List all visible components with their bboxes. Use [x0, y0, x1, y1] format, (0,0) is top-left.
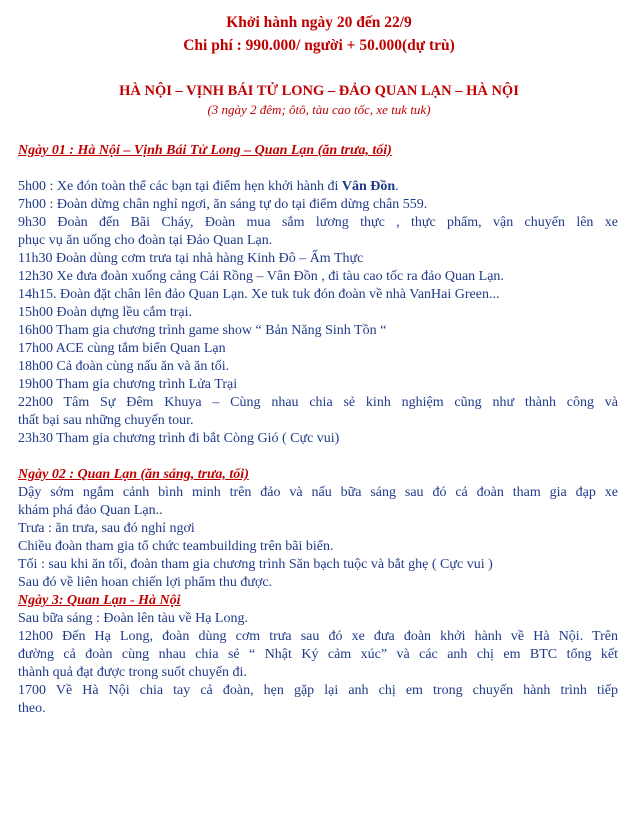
- day1-line: [18, 178, 399, 196]
- day3-line: Sau bữa sáng : Đoàn lên tàu về Hạ Long.: [18, 611, 248, 626]
- day3-title: Ngày 3: Quan Lạn - Hà Nội: [18, 593, 181, 608]
- route-title: HÀ NỘI – VỊNH BÁI TỬ LONG – ĐẢO QUAN LẠN – HÀ NỘI: [119, 83, 519, 99]
- day1-line-end: .: [395, 179, 399, 194]
- day1-line: 18h00 Cả đoàn cùng nấu ăn và ăn tối.: [18, 359, 230, 374]
- day2-line: Tối : sau khi ăn tối, đoàn tham gia chương trình Săn bạch tuộc và bắt ghẹ ( Cực vui ): [18, 557, 493, 572]
- day1-line: 12h30 Xe đưa đoàn xuống cảng Cái Rồng – Vân Đồn , đi tàu cao tốc ra đảo Quan Lạn.: [18, 269, 504, 284]
- day1-line-text: 5h00 : Xe đón toàn thể các bạn tại điểm hẹn khởi hành đi: [18, 179, 342, 194]
- day1-line: 19h00 Tham gia chương trình Lửa Trại: [18, 377, 238, 392]
- day2-line: Trưa : ăn trưa, sau đó nghỉ ngơi: [18, 521, 195, 536]
- day3-line: 1700 Về Hà Nội chia tay cả đoàn, hẹn gặp lại anh chị em trong chuyến hành trình tiếp: [18, 683, 618, 698]
- day1-line: 15h00 Đoàn dựng lều cắm trại.: [18, 305, 192, 320]
- day3-line: đường cả đoàn cùng nhau chia sẻ “ Nhật Ký cảm xúc” và các anh chị em BTC tổng kết: [18, 647, 618, 662]
- day2-title: Ngày 02 : Quan Lạn (ăn sáng, trưa, tối): [18, 467, 249, 482]
- day3-line: 12h00 Đến Hạ Long, đoàn dùng cơm trưa sau đó xe đưa đoàn khởi hành về Hà Nội. Trên: [18, 629, 618, 644]
- day2-line: Chiều đoàn tham gia tổ chức teambuilding trên bãi biển.: [18, 539, 334, 554]
- day1-line: 11h30 Đoàn dùng cơm trưa tại nhà hàng Kinh Đô – Ẩm Thực: [18, 251, 364, 266]
- day2-line: khám phá đảo Quan Lạn..: [18, 503, 163, 518]
- day1-line: phục vụ ăn uống cho đoàn tại Đảo Quan Lạn.: [18, 233, 273, 248]
- route-note: (3 ngày 2 đêm; ôtô, tàu cao tốc, xe tuk tuk): [207, 102, 431, 117]
- day1-line: 9h30 Đoàn đến Bãi Cháy, Đoàn mua sắm lương thực , thực phẩm, vận chuyển lên xe: [18, 215, 618, 230]
- day1-line: thất bại sau những chuyến tour.: [18, 413, 194, 428]
- tour-price: Chi phí : 990.000/ người + 50.000(dự trù): [183, 37, 455, 54]
- day1-line: 7h00 : Đoàn dừng chân nghỉ ngơi, ăn sáng tự do tại điểm dừng chân 559.: [18, 197, 428, 212]
- departure-dates: Khởi hành ngày 20 đến 22/9: [226, 14, 412, 31]
- day1-line: 14h15. Đoàn đặt chân lên đảo Quan Lạn. Xe tuk tuk đón đoàn về nhà VanHai Green...: [18, 287, 500, 302]
- day1-title: Ngày 01 : Hà Nội – Vịnh Bái Tử Long – Quan Lạn (ăn trưa, tối): [18, 143, 392, 158]
- day2-line: Dậy sớm ngắm cảnh bình minh trên đảo và nấu bữa sáng sau đó cả đoàn tham gia đạp xe: [18, 485, 618, 500]
- day1-line: 22h00 Tâm Sự Đêm Khuya – Cùng nhau chia sẻ kinh nghiệm cũng như thành công và: [18, 395, 618, 410]
- day3-line: theo.: [18, 701, 46, 716]
- day1-line: 23h30 Tham gia chương trình đi bắt Còng Gió ( Cực vui): [18, 431, 340, 446]
- day2-line: Sau đó về liên hoan chiến lợi phẩm thu được.: [18, 575, 273, 590]
- day1-line: 17h00 ACE cùng tắm biển Quan Lạn: [18, 341, 226, 356]
- day3-line: thành quả đạt được trong suốt chuyến đi.: [18, 665, 247, 680]
- day1-line-bold: Vân Đồn: [341, 179, 396, 194]
- day1-line: 16h00 Tham gia chương trình game show “ Bản Năng Sinh Tồn “: [18, 323, 387, 338]
